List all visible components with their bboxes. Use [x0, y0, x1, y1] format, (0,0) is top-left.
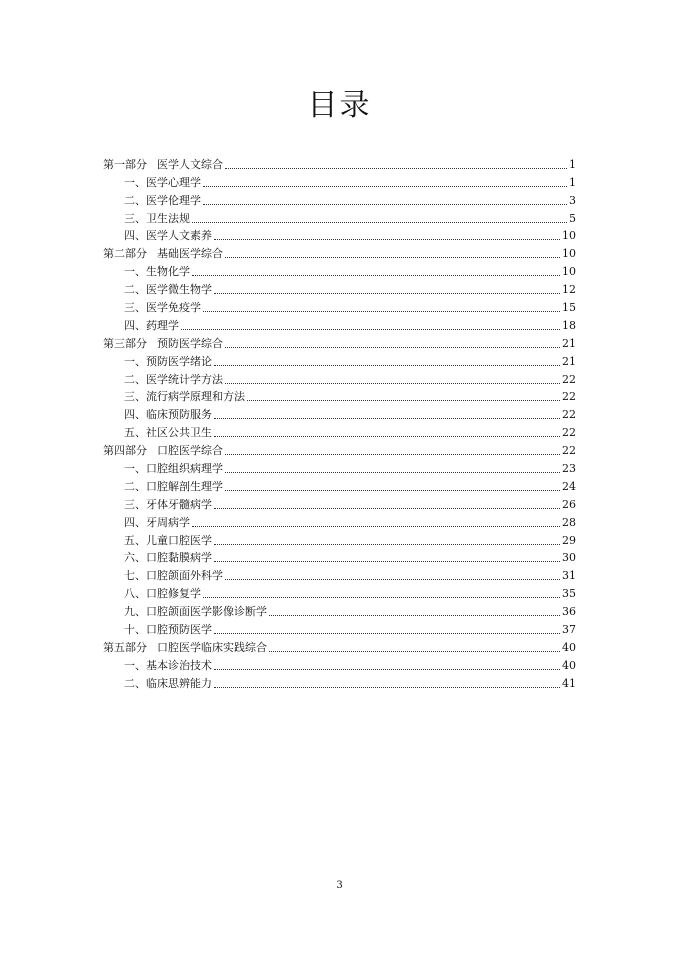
toc-entry-label: [124, 283, 212, 297]
toc-entry-title: 口腔医学临床实践综合: [157, 640, 267, 654]
toc-page-number: 26: [562, 497, 576, 511]
toc-entry-label: [124, 301, 201, 315]
toc-chapter-entry[interactable]: [103, 190, 576, 208]
toc-page-number: 22: [562, 426, 576, 440]
toc-dot-leader: [214, 418, 560, 419]
toc-entry-label: [124, 194, 201, 208]
toc-dot-leader: [192, 526, 560, 527]
toc-dot-leader: [203, 204, 567, 205]
toc-entry-title: 六、口腔黏膜病学: [124, 551, 212, 565]
toc-page-number: 10: [562, 247, 576, 261]
toc-entry-label: [124, 319, 179, 333]
toc-chapter-entry[interactable]: [103, 601, 576, 619]
toc-entry-label: [103, 444, 223, 458]
toc-page-number: 35: [562, 587, 576, 601]
toc-chapter-entry[interactable]: [103, 261, 576, 279]
toc-entry-label: [124, 426, 212, 440]
toc-page-number: 3: [569, 193, 576, 207]
toc-chapter-entry[interactable]: [103, 512, 576, 530]
toc-part-number: 第五部分: [103, 640, 147, 654]
toc-page-number: 12: [562, 283, 576, 297]
toc-dot-leader: [269, 615, 560, 616]
toc-page-number: 10: [562, 229, 576, 243]
toc-entry-title: 三、医学免疫学: [124, 301, 201, 315]
toc-chapter-entry[interactable]: [103, 369, 576, 387]
toc-part-number: 第四部分: [103, 444, 147, 458]
toc-dot-leader: [269, 651, 560, 652]
toc-page-number: 36: [562, 605, 576, 619]
toc-entry-title: 二、医学统计学方法: [124, 372, 223, 386]
toc-page-number: 18: [562, 318, 576, 332]
toc-page-number: 40: [562, 658, 576, 672]
toc-entry-label: [124, 551, 212, 565]
toc-page-number: 15: [562, 301, 576, 315]
toc-part-entry[interactable]: [103, 243, 576, 261]
toc-entry-label: [124, 265, 190, 279]
toc-entry-title: 三、卫生法规: [124, 211, 190, 225]
toc-page-number: 21: [562, 336, 576, 350]
toc-page-number: 21: [562, 354, 576, 368]
toc-entry-title: 七、口腔颌面外科学: [124, 569, 223, 583]
toc-dot-leader: [247, 400, 560, 401]
toc-entry-label: [124, 498, 212, 512]
toc-entry-title: 五、儿童口腔医学: [124, 533, 212, 547]
toc-dot-leader: [225, 454, 560, 455]
toc-entry-label: [124, 534, 212, 548]
toc-entry-title: 二、临床思辨能力: [124, 676, 212, 690]
toc-chapter-entry[interactable]: [103, 530, 576, 548]
toc-part-number: 第一部分: [103, 157, 147, 171]
toc-chapter-entry[interactable]: [103, 297, 576, 315]
toc-entry-label: [124, 480, 223, 494]
toc-entry-title: 二、医学微生物学: [124, 283, 212, 297]
toc-page-number: 10: [562, 265, 576, 279]
toc-dot-leader: [214, 436, 560, 437]
toc-page-number: 31: [562, 569, 576, 583]
toc-dot-leader: [203, 597, 560, 598]
toc-entry-label: [103, 158, 223, 172]
toc-page-number: 40: [562, 640, 576, 654]
toc-dot-leader: [225, 383, 560, 384]
toc-dot-leader: [192, 222, 567, 223]
toc-entry-label: [124, 659, 212, 673]
toc-chapter-entry[interactable]: [103, 387, 576, 405]
toc-page-number: 23: [562, 462, 576, 476]
toc-dot-leader: [203, 311, 560, 312]
toc-page-number: 5: [569, 211, 576, 225]
toc-entry-label: [103, 337, 223, 351]
toc-chapter-entry[interactable]: [103, 548, 576, 566]
toc-entry-label: [124, 408, 212, 422]
toc-entry-title: 预防医学综合: [157, 336, 223, 350]
toc-chapter-entry[interactable]: [103, 476, 576, 494]
toc-entry-title: 四、临床预防服务: [124, 408, 212, 422]
toc-dot-leader: [214, 365, 560, 366]
toc-page-number: 28: [562, 515, 576, 529]
toc-page-number: 37: [562, 623, 576, 637]
toc-entry-label: [124, 569, 223, 583]
toc-entry-label: [124, 677, 212, 691]
toc-chapter-entry[interactable]: [103, 351, 576, 369]
toc-dot-leader: [214, 508, 560, 509]
toc-page-number: 24: [562, 479, 576, 493]
toc-page-number: 22: [562, 444, 576, 458]
toc-entry-title: 三、牙体牙髓病学: [124, 497, 212, 511]
toc-chapter-entry[interactable]: [103, 655, 576, 673]
toc-dot-leader: [214, 544, 560, 545]
toc-chapter-entry[interactable]: [103, 226, 576, 244]
toc-entry-label: [124, 462, 223, 476]
toc-entry-title: 九、口腔颌面医学影像诊断学: [124, 605, 267, 619]
toc-dot-leader: [214, 633, 560, 634]
toc-entry-label: [124, 212, 190, 226]
toc-chapter-entry[interactable]: [103, 494, 576, 512]
toc-dot-leader: [225, 579, 560, 580]
toc-part-entry[interactable]: [103, 440, 576, 458]
toc-entry-label: [124, 176, 201, 190]
toc-part-entry[interactable]: [103, 154, 576, 172]
toc-entry-title: 基础医学综合: [157, 247, 223, 261]
toc-entry-label: [124, 373, 223, 387]
table-of-contents: [103, 154, 576, 691]
toc-entry-title: 一、生物化学: [124, 265, 190, 279]
toc-entry-title: 一、口腔组织病理学: [124, 462, 223, 476]
toc-entry-label: [103, 247, 223, 261]
toc-chapter-entry[interactable]: [103, 208, 576, 226]
toc-chapter-entry[interactable]: [103, 404, 576, 422]
toc-entry-label: [124, 623, 212, 637]
toc-dot-leader: [214, 239, 560, 240]
toc-page-number: 22: [562, 372, 576, 386]
toc-page-number: 29: [562, 533, 576, 547]
toc-dot-leader: [203, 186, 567, 187]
toc-entry-label: [124, 587, 201, 601]
toc-part-entry[interactable]: [103, 637, 576, 655]
toc-entry-title: 二、医学伦理学: [124, 193, 201, 207]
toc-part-number: 第二部分: [103, 247, 147, 261]
toc-entry-title: 四、牙周病学: [124, 515, 190, 529]
toc-entry-label: [124, 355, 212, 369]
toc-entry-label: [124, 390, 245, 404]
toc-page-number: 30: [562, 551, 576, 565]
toc-dot-leader: [214, 687, 560, 688]
toc-part-number: 第三部分: [103, 336, 147, 350]
toc-chapter-entry[interactable]: [103, 565, 576, 583]
toc-chapter-entry[interactable]: [103, 583, 576, 601]
toc-entry-title: 四、药理学: [124, 318, 179, 332]
toc-dot-leader: [181, 329, 560, 330]
toc-dot-leader: [214, 293, 560, 294]
toc-dot-leader: [192, 275, 560, 276]
toc-chapter-entry[interactable]: [103, 315, 576, 333]
toc-entry-title: 二、口腔解剖生理学: [124, 479, 223, 493]
toc-entry-title: 口腔医学综合: [157, 444, 223, 458]
toc-page-number: 22: [562, 408, 576, 422]
toc-page-number: 41: [562, 676, 576, 690]
toc-entry-label: [124, 605, 267, 619]
toc-chapter-entry[interactable]: [103, 422, 576, 440]
toc-chapter-entry[interactable]: [103, 172, 576, 190]
page-number: 3: [336, 880, 343, 891]
toc-entry-title: 十、口腔预防医学: [124, 623, 212, 637]
toc-dot-leader: [225, 257, 560, 258]
toc-entry-title: 一、基本诊治技术: [124, 658, 212, 672]
toc-chapter-entry[interactable]: [103, 458, 576, 476]
toc-chapter-entry[interactable]: [103, 673, 576, 691]
toc-entry-title: 四、医学人文素养: [124, 229, 212, 243]
toc-dot-leader: [225, 347, 560, 348]
toc-dot-leader: [225, 490, 560, 491]
toc-page-number: 22: [562, 390, 576, 404]
toc-entry-title: 五、社区公共卫生: [124, 426, 212, 440]
toc-page-number: 1: [569, 157, 576, 171]
toc-chapter-entry[interactable]: [103, 279, 576, 297]
toc-entry-label: [124, 516, 190, 530]
toc-entry-title: 医学人文综合: [157, 157, 223, 171]
toc-entry-title: 三、流行病学原理和方法: [124, 390, 245, 404]
toc-entry-title: 八、口腔修复学: [124, 587, 201, 601]
toc-entry-label: [124, 229, 212, 243]
toc-part-entry[interactable]: [103, 333, 576, 351]
toc-page-number: 1: [569, 175, 576, 189]
toc-chapter-entry[interactable]: [103, 619, 576, 637]
toc-dot-leader: [225, 168, 567, 169]
toc-dot-leader: [214, 669, 560, 670]
page-title: 目录: [307, 88, 372, 123]
toc-entry-title: 一、预防医学绪论: [124, 354, 212, 368]
toc-entry-title: 一、医学心理学: [124, 175, 201, 189]
toc-dot-leader: [214, 561, 560, 562]
toc-dot-leader: [225, 472, 560, 473]
toc-entry-label: [103, 641, 267, 655]
